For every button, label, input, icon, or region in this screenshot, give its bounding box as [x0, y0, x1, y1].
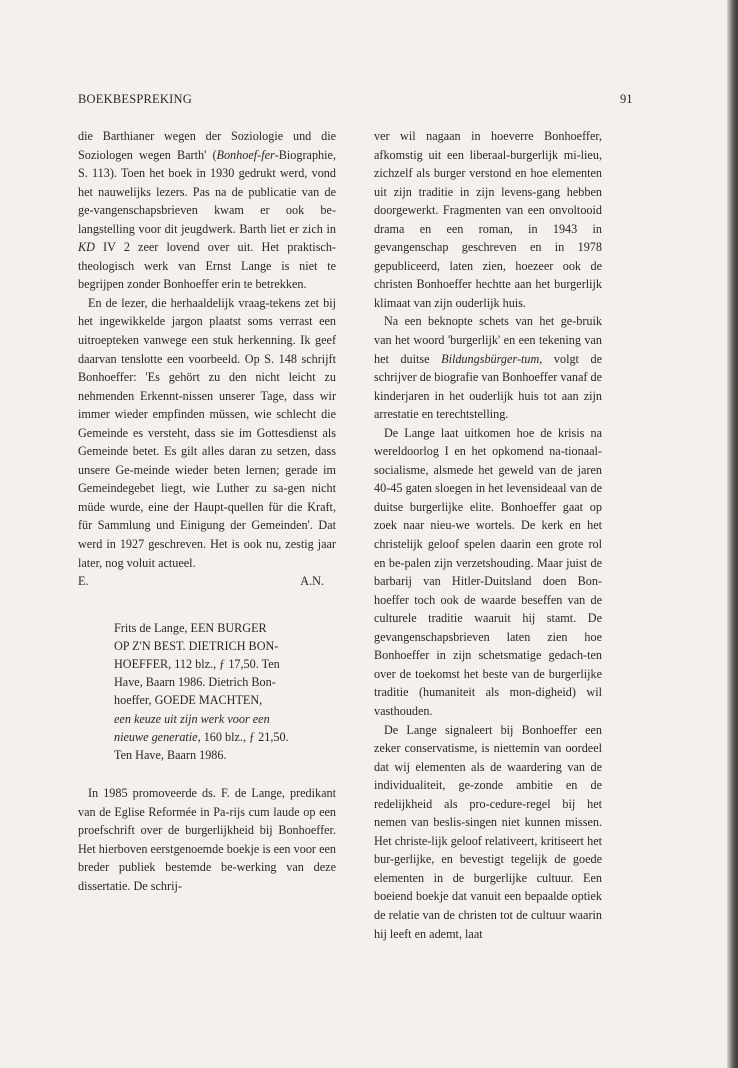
signature-initial: E.	[78, 574, 89, 589]
left-column	[78, 127, 336, 896]
paragraph: De Lange laat uitkomen hoe de krisis na wereldoorlog I en het opkomend na-tionaal-socialisme, alsmede het geweld van de jaren 40-45 gaten sloegen in het levensideaal van de duitse burgerlijke elite. Bonhoeffer gaat op zoek naar nieu-we wortels. De kerk en het christelijk geloof spelen daarin een grote rol en be-palen zijn verzetshouding. Maar juist de barbarij van Hitler-Duitsland doen Bon-hoeffer toch ook de waarde beseffen van de culturele traditie waaruit hij stamt. De gevangenschapsbrieven laten zien hoe Bonhoeffer in zijn schetsmatige gedach-ten over de toekomst het beste van de burgerlijke traditie (humaniteit als mon-digheid) wil vasthouden.	[374, 425, 602, 718]
paragraph: De Lange signaleert bij Bonhoeffer een zeker conservatisme, is niettemin van oordeel dat wij elementen als de waardering van de individualiteit, ge-zonde ambitie en de redelijkheid als pro-cedure-regel bij het nemen van beslis-singen niet kunnen missen. Het christe-lijk geloof relativeert, kritiseert het bur-gerlijke, en bevestigt tegelijk de goede elementen in de burgerlijke cultuur. Een boeiend boekje dat vanuit een bepaalde optiek de relatie van de christen tot de cultuur waarin hij leeft en ademt, laat	[374, 722, 602, 941]
signature-author: A.N.	[300, 574, 324, 589]
page-number: 91	[620, 92, 633, 106]
paragraph: ver wil nagaan in hoeverre Bonhoeffer, afkomstig uit een liberaal-burgerlijk mi-lieu, zichzelf als burger verstond en hoe elementen uit zijn traditie in zijn levens-gang hebben doorgewerkt. Fragmenten van een onvoltooid drama en een roman, in 1943 in gevangenschap geschreven en in 1978 gepubliceerd, laten zien, hoezeer ook de christen Bonhoeffer hechtte aan het burgerlijk klimaat van zijn ouderlijk huis.	[374, 129, 602, 310]
right-column	[374, 127, 602, 943]
running-header-title: BOEKBESPREKING	[78, 92, 192, 106]
book-review-citation: Frits de Lange, EEN BURGER OP Z'N BEST. DIETRICH BON- HOEFFER, 112 blz., ƒ 17,50. Ten Have, Baarn 1986. Dietrich Bon- hoeffer, GOEDE MACHTEN, een keuze uit zijn werk voor een nieuwe generatie, 160 blz., ƒ 21,50. Ten Have, Baarn 1986.	[114, 620, 289, 763]
page-edge-shadow	[727, 0, 738, 1068]
review-signature	[78, 572, 336, 591]
paragraph: In 1985 promoveerde ds. F. de Lange, predikant van de Eglise Reformée in Pa-rijs cum laude op een proefschrift over de burgerlijkheid bij Bonhoeffer. Het hierboven eerstgenoemde boekje is een voor een breder publiek bestemde be-werking van deze dissertatie. De schrij-	[78, 786, 336, 894]
paragraph: En de lezer, die herhaaldelijk vraag-tekens zet bij het ingewikkelde jargon plaatst soms verrast een uitroepteken vanwege een stuk herkenning. Ik geef daarvan tenslotte een voorbeeld. Op S. 148 schrijft Bonhoeffer: 'Es gehört zu den nicht leicht zu nehmenden Erkennt-nissen unserer Tage, dass wir immer wieder empfinden müssen, wie schlecht die Gemeinde es versteht, dass sie im Gottesdienst als Gemeinde betet. Es gilt alles daran zu setzen, dass unsere Ge-meinde wieder beten lernen; gerade im Gemeindegebet liegt, wie Luther zu sa-gen nicht müde wurde, eine der Haupt-quellen für die Kraft, für Sammlung und Einigung der Gemeinden'. Dat werd in 1927 geschreven. Het is ook nu, zestig jaar later, nog voluit actueel.	[78, 295, 336, 570]
paragraph: die Barthianer wegen der Soziologie und die Soziologen wegen Barth' (Bonhoef-fer-Biographie, S. 113). Toen het boek in 1930 gedrukt werd, vond het nauwelijks lezers. Pas na de publicatie van de ge-vangenschapsbrieven kwam er ook be-langstelling voor dit jeugdwerk. Barth liet er zich in KD IV 2 zeer lovend over uit. Het praktisch-theologisch werk van Ernst Lange is niet te begrijpen zonder Bonhoeffer erin te betrekken.	[78, 129, 336, 292]
paragraph: Na een beknopte schets van het ge-bruik van het woord 'burgerlijk' en een tekening van het duitse Bildungsbürger-tum, volgt de schrijver de biografie van Bonhoeffer vanaf de kinderjaren in het ouderlijk huis tot aan zijn arrestatie en terechtstelling.	[374, 314, 602, 422]
